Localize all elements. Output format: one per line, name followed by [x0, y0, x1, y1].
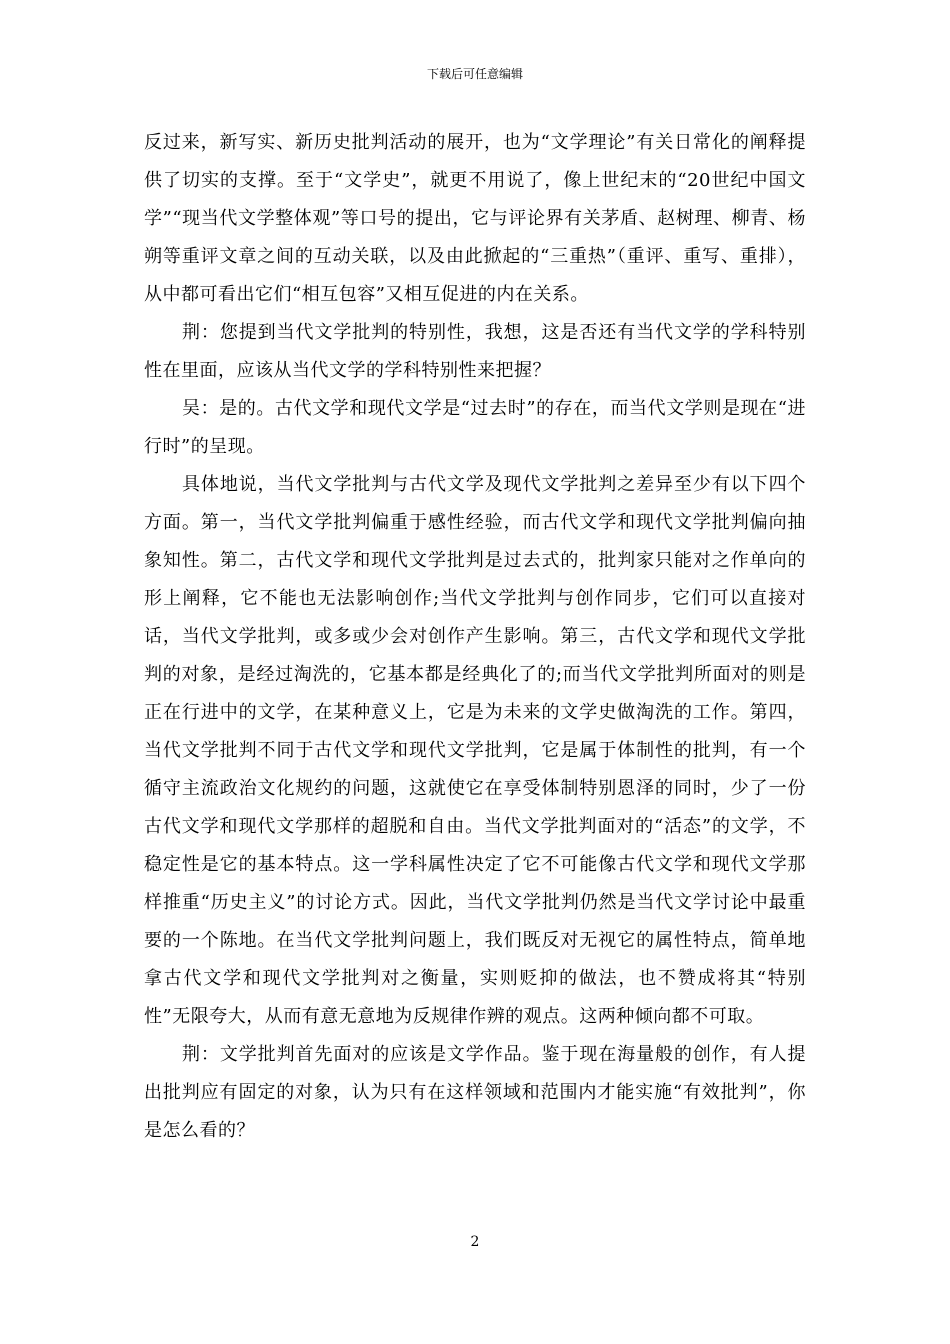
page-number: 2 — [470, 1234, 480, 1250]
paragraph-four-differences: 具体地说，当代文学批判与古代文学及现代文学批判之差异至少有以下四个方面。第一，当代文学批判偏重于感性经验，而古代文学和现代文学批判偏向抽象知性。第二，古代文学和现代文学批判是过去式的，批判家只能对之作单向的形上阐释，它不能也无法影响创作;当代文学批判与创作同步，它们可以直接对话，当代文学批判，或多或少会对创作产生影响。第三，古代文学和现代文学批判的对象，是经过淘洗的，它基本都是经典化了的;而当代文学批判所面对的则是正在行进中的文学，在某种意义上，它是为未来的文学史做淘洗的工作。第四，当代文学批判不同于古代文学和现代文学批判，它是属于体制性的批判，有一个循守主流政治文化规约的问题，这就使它在享受体制特别恩泽的同时，少了一份古代文学和现代文学那样的超脱和自由。当代文学批判面对的“活态”的文学，不稳定性是它的基本特点。这一学科属性决定了它不可能像古代文学和现代文学那样推重“历史主义”的讨论方式。因此，当代文学批判仍然是当代文学讨论中最重要的一个陈地。在当代文学批判问题上，我们既反对无视它的属性特点，简单地拿古代文学和现代文学批判对之衡量，实则贬抑的做法，也不赞成将其“特别性”无限夸大，从而有意无意地为反规律作辨的观点。这两种倾向都不可取。 — [144, 474, 806, 1027]
paragraph-continuation: 反过来，新写实、新历史批判活动的展开，也为“文学理论”有关日常化的阐释提供了切实的支撑。至于“文学史”，就更不用说了，像上世纪末的“20世纪中国文学”“现当代文学整体观”等口号的提出，它与评论界有关茅盾、赵树理、柳青、杨朔等重评文章之间的互动关联，以及由此掀起的“三重热”（重评、重写、重排），从中都可看出它们“相互包容”又相互促进的内在关系。 — [144, 132, 806, 305]
paragraph-question-jing: 荆：您提到当代文学批判的特别性，我想，这是否还有当代文学的学科特别性在里面，应该从当代文学的学科特别性来把握？ — [144, 322, 806, 381]
document-body — [144, 124, 806, 1150]
page-header: 下载后可任意编辑 — [426, 67, 523, 81]
paragraph-question-effective-criticism: 荆：文学批判首先面对的应该是文学作品。鉴于现在海量般的创作，有人提出批判应有固定的对象，认为只有在这样领域和范围内才能实施“有效批判”，你是怎么看的？ — [144, 1044, 806, 1141]
paragraph-answer-wu: 吴：是的。古代文学和现代文学是“过去时”的存在，而当代文学则是现在“进行时”的呈现。 — [144, 398, 806, 457]
